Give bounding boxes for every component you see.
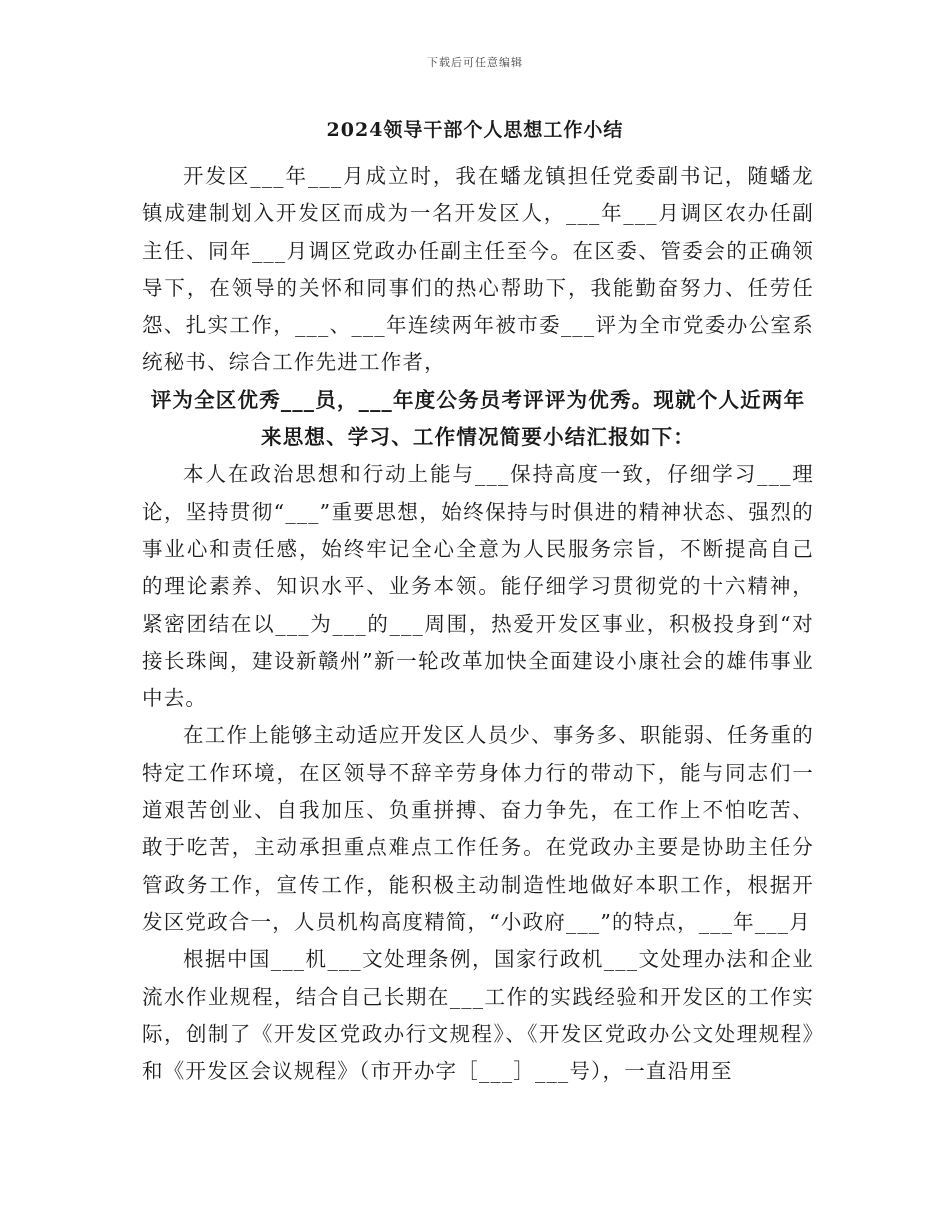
paragraph-4: 在工作上能够主动适应开发区人员少、事务多、职能弱、任务重的特定工作环境，在区领导不辞辛劳身体力行的带动下，能与同志们一道艰苦创业、自我加压、负重拼搏、奋力争先，在工作上不怕吃苦、敢于吃苦，主动承担重点难点工作任务。在党政办主要是协助主任分管政务工作，宣传工作，能积极主动制造性地做好本职工作，根据开发区党政合一，人员机构高度精简，“小政府___”的特点，___年___月 bbox=[142, 723, 814, 934]
paragraph-5: 根据中国___机___文处理条例，国家行政机___文处理办法和企业流水作业规程，结合自己长期在___工作的实践经验和开发区的工作实际，创制了《开发区党政办行文规程》、《开发区党政办公文处理规程》和《开发区会议规程》（市开办字［___］___号），一直沿用至 bbox=[142, 947, 814, 1084]
document-title: 2024领导干部个人思想工作小结 bbox=[326, 119, 624, 141]
header-note: 下载后可任意编辑 bbox=[427, 56, 523, 69]
paragraph-1: 开发区___年___月成立时，我在蟠龙镇担任党委副书记，随蟠龙镇成建制划入开发区而成为一名开发区人，___年___月调区农办任副主任、同年___月调区党政办任副主任至今。在区委、管委会的正确领导下，在领导的关怀和同事们的热心帮助下，我能勤奋努力、任劳任怨、扎实工作，___、___年连续两年被市委___评为全市党委办公室系统秘书、综合工作先进工作者， bbox=[142, 164, 814, 375]
document-body bbox=[142, 158, 814, 1090]
paragraph-3: 本人在政治思想和行动上能与___保持高度一致，仔细学习___理论，坚持贯彻“___”重要思想，始终保持与时俱进的精神状态、强烈的事业心和责任感，始终牢记全心全意为人民服务宗旨，不断提高自己的理论素养、知识水平、业务本领。能仔细学习贯彻党的十六精神，紧密团结在以___为___的___周围，热爱开发区事业，积极投身到“对接长珠闽，建设新赣州”新一轮改革加快全面建设小康社会的雄伟事业中去。 bbox=[142, 462, 814, 711]
paragraph-2-bold: 评为全区优秀___员，___年度公务员考评评为优秀。现就个人近两年来思想、学习、工作情况简要小结汇报如下： bbox=[150, 387, 806, 450]
